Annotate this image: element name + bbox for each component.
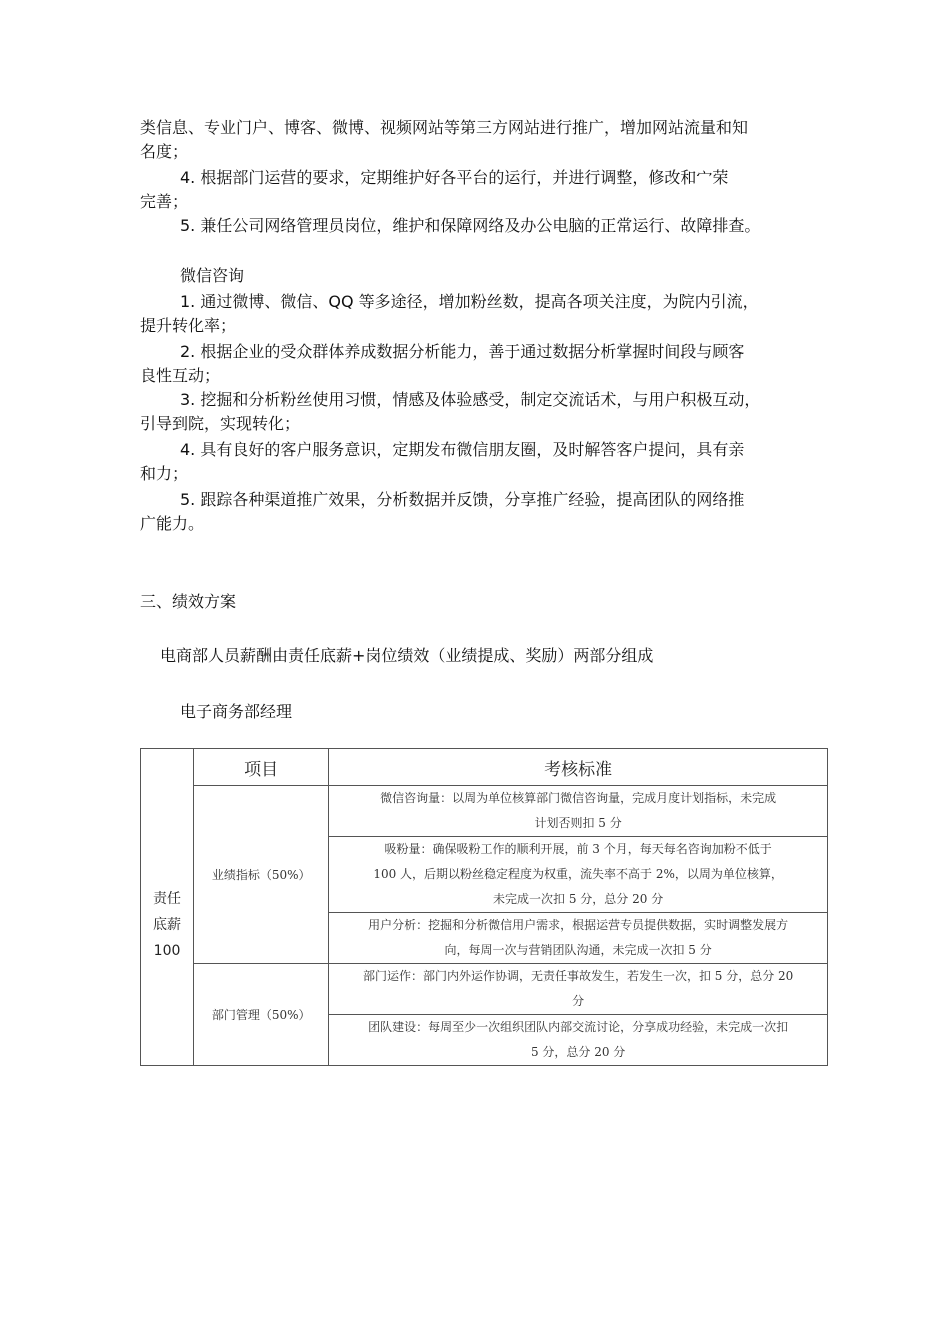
text-line: 名度； [140,142,189,161]
table-corner-cell [141,749,194,786]
row-label-line: 责任 [153,891,182,908]
criteria-cell [329,837,828,913]
kpi-table [140,748,828,1066]
criteria-cell [329,786,828,837]
text-line: 4. 根据部门运营的要求，定期维护好各平台的运行，并进行调整，修改和宀荣 [180,168,729,187]
criteria-line: 5 分，总分 20 分 [530,1045,626,1059]
table-header-row [141,749,828,786]
row-label-line: 100 [153,943,181,960]
text-line: 广能力。 [140,514,205,533]
text-line: 4. 具有良好的客户服务意识，定期发布微信朋友圈，及时解答客户提问，具有亲 [180,440,745,459]
criteria-line: 计划否则扣 5 分 [534,816,622,830]
text-line: 类信息、专业门户、博客、微博、视频网站等第三方网站进行推广，增加网站流量和知 [140,118,749,137]
header-item: 项目 [194,749,329,786]
table-row [141,786,828,837]
text-line: 2. 根据企业的受众群体养成数据分析能力，善于通过数据分析掌握时间段与顾客 [180,342,745,361]
text-line: 完善； [140,192,189,211]
text-line: 引导到院，实现转化； [140,414,301,433]
text-line: 良性互动； [140,366,221,385]
row-label-line: 底薪 [153,917,182,934]
header-standard: 考核标准 [329,749,828,786]
table-title: 电子商务部经理 [180,702,293,721]
criteria-cell [329,1015,828,1066]
criteria-line: 部门运作：部门内外运作协调，无责任事故发生，若发生一次，扣 5 分，总分 20 [362,969,794,983]
row-label-base-salary [141,786,194,1066]
text-line: 1. 通过微博、微信、QQ 等多途径，增加粉丝数，提高各项关注度，为院内引流， [180,292,759,311]
category-management: 部门管理（50%） [194,964,329,1066]
criteria-line: 微信咨询量：以周为单位核算部门微信咨询量，完成月度计划指标，未完成 [380,791,777,805]
table-row [141,964,828,1015]
category-performance: 业绩指标（50%） [194,786,329,964]
text-line: 和力； [140,464,189,483]
subsection-title: 微信咨询 [180,266,245,285]
criteria-line: 团队建设：每周至少一次组织团队内部交流讨论，分享成功经验，未完成一次扣 [368,1020,789,1034]
criteria-cell [329,964,828,1015]
criteria-line: 向，每周一次与营销团队沟通，未完成一次扣 5 分 [444,943,712,957]
criteria-line: 吸粉量：确保吸粉工作的顺利开展，前 3 个月，每天每名咨询加粉不低于 [384,842,772,856]
section-title: 三、绩效方案 [140,592,237,611]
text-line: 5. 兼任公司网络管理员岗位，维护和保障网络及办公电脑的正常运行、故障排查。 [180,216,761,235]
criteria-line: 分 [572,994,585,1008]
intro-text: 电商部人员薪酬由责任底薪+岗位绩效（业绩提成、奖励）两部分组成 [160,646,654,665]
criteria-cell [329,913,828,964]
text-line: 提升转化率； [140,316,237,335]
criteria-line: 100 人，后期以粉丝稳定程度为权重，流失率不高于 2%，以周为单位核算， [373,867,783,881]
criteria-line: 用户分析：挖掘和分析微信用户需求，根据运营专员提供数据，实时调整发展方 [368,918,789,932]
criteria-line: 未完成一次扣 5 分，总分 20 分 [493,892,664,906]
text-line: 3. 挖掘和分析粉丝使用习惯，情感及体验感受，制定交流话术，与用户积极互动， [180,390,761,409]
text-line: 5. 跟踪各种渠道推广效果，分析数据并反馈，分享推广经验，提高团队的网络推 [180,490,745,509]
